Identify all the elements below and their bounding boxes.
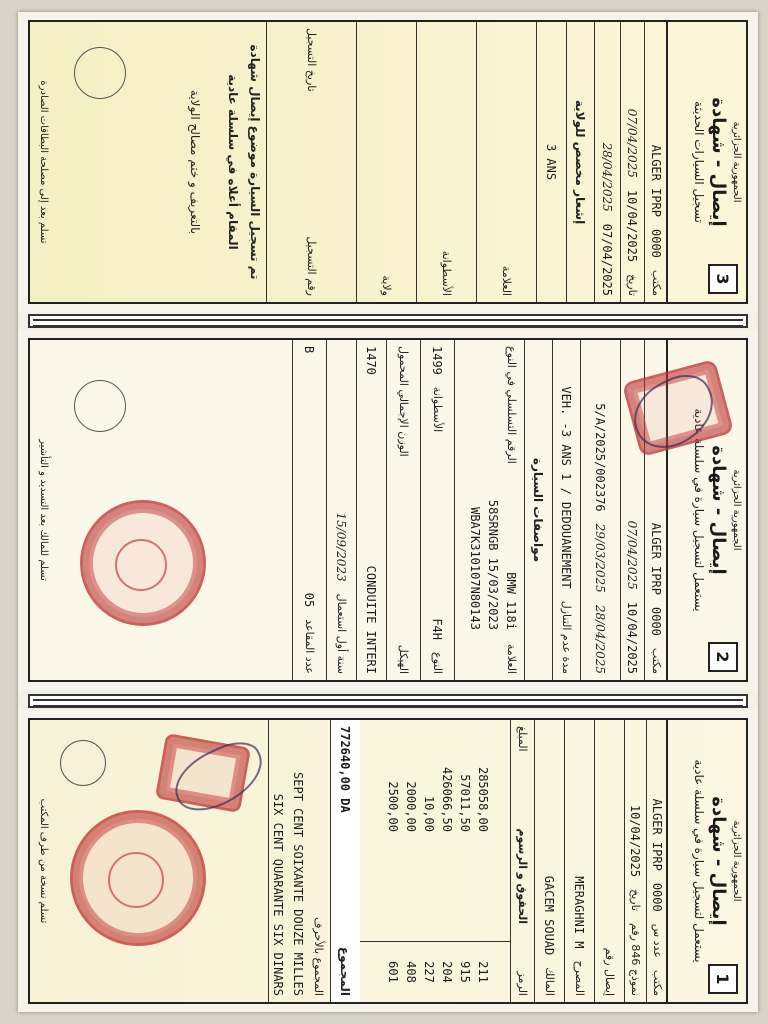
item-amount: 2500,00: [386, 781, 400, 832]
panel-page-1: [18, 710, 758, 1012]
make-values: [462, 492, 524, 638]
wilaya-row: [356, 22, 416, 302]
period-end: 29/03/2025: [593, 523, 608, 593]
item-code: 227: [422, 961, 436, 983]
item-code: 915: [458, 961, 472, 983]
total-words-label-row: [308, 720, 330, 1002]
line-3: بالتعريف و ختم مصالح الولاية: [188, 89, 202, 235]
office-label: مكتب: [650, 647, 663, 674]
seal-circle: [74, 380, 126, 432]
declarant-value: MERAGHNI M: [572, 876, 587, 949]
declarant-row: [564, 720, 594, 1002]
deadline-value: VEH. -3 ANS 1 / DEDOUANEMENT: [559, 386, 574, 589]
declaration-date: 07/04/2025: [625, 520, 640, 590]
receipt-no-label: إيصال رقم: [603, 947, 616, 996]
form-model-row: [624, 720, 646, 1002]
notice-text: إشعار مخصص للولاية: [573, 99, 588, 225]
form-page-3: [28, 20, 748, 304]
vehicle-title: مواصفات السيارة: [531, 457, 546, 563]
republic-label: الجمهورية الجزائرية: [731, 820, 742, 902]
receipt-date: 10/04/2025: [625, 601, 640, 674]
receipt-no-row: [594, 720, 624, 1002]
owner-value: GACEM SOUAD: [542, 875, 557, 956]
page-divider: [28, 314, 748, 328]
make-value: BMW 118i: [504, 572, 518, 630]
office-label: مكتب: [650, 269, 663, 296]
rights-heading-row: [510, 720, 534, 1002]
date-value-row: [594, 22, 620, 302]
republic-label: الجمهورية الجزائرية: [731, 469, 742, 551]
make-row: [476, 22, 536, 302]
registration-row: [266, 22, 356, 302]
office-name: ALGER IPRP: [650, 798, 665, 871]
period-row: [580, 340, 620, 680]
declarant-label: المصرح: [573, 960, 586, 996]
body-value: CONDUITE INTERI: [364, 565, 379, 674]
first-use-row: [326, 340, 356, 680]
date-value-2: 28/04/2025: [600, 142, 615, 212]
item-amount: 285058,00: [476, 766, 490, 832]
total-row: [330, 720, 360, 1002]
rights-heading: الحقوق و الرسوم: [516, 828, 529, 924]
owner-label: المالك: [543, 967, 556, 996]
form-header: [666, 22, 746, 302]
registration-label: رقم التسجيل: [305, 236, 318, 296]
type-label: النوع: [431, 652, 444, 674]
cylinder-label: الأسطوانة: [431, 386, 444, 433]
form-subtitle: يستعمل لتسجيل سيارة في سلسلة عادية: [692, 408, 706, 612]
footer-text: تسلم نسخة من طرف المكتب: [38, 798, 49, 924]
make-label: العلامة: [500, 265, 513, 296]
deadline-row: [552, 340, 580, 680]
reference-number: 5/A/2025/002376: [593, 403, 608, 512]
amount-label: المبلغ: [516, 726, 529, 752]
total-words-1: SEPT CENT SOIXANTE DOUZE MILLES: [291, 772, 305, 996]
weight-value: 1470: [364, 346, 379, 375]
duration-value: 3 ANS: [544, 143, 559, 181]
office-row: [646, 720, 668, 1002]
series-label: عدد س: [651, 923, 664, 958]
type-value: F4H: [430, 618, 445, 641]
official-stamp: [80, 500, 206, 626]
body-value-row: [356, 340, 386, 680]
item-amount: 426066,50: [440, 766, 454, 832]
form-title: إيصال - شهادة: [708, 97, 729, 227]
item-amount: 10,00: [422, 795, 436, 832]
type-row: [420, 340, 454, 680]
notice-row: [566, 22, 594, 302]
item-code: 408: [404, 961, 418, 983]
office-code: 0000: [649, 229, 664, 258]
first-use-value: 15/09/2023: [334, 512, 349, 582]
seal-circle: [74, 47, 126, 99]
registration-date-label: تاريخ التسجيل: [305, 28, 318, 92]
make-row: [454, 340, 524, 680]
footer-text: تسلم للمالك بعد التسديد و التأشير: [38, 439, 49, 581]
form-header: [666, 720, 746, 1002]
form-subtitle: تسجيل السيارات الحديثة: [692, 101, 706, 223]
date-row: [620, 22, 644, 302]
vehicle-title-row: [524, 340, 552, 680]
date-label: تاريخ: [629, 889, 642, 911]
seats-value: 05: [302, 592, 317, 608]
office-code: 0000: [650, 882, 665, 912]
code-label: الرمز: [516, 971, 529, 996]
total-value: 772640,00 DA: [338, 726, 353, 813]
make-label: العلامة: [505, 643, 518, 674]
first-use-label: سنة أول استعمال: [335, 593, 348, 674]
item-code: 211: [476, 961, 490, 983]
form-page-2: [28, 338, 748, 682]
total-words-label: المجموع بالأحرف: [312, 917, 326, 996]
body-label: الهيكل: [397, 644, 410, 674]
cylinder-label: الأسطوانة: [440, 250, 453, 296]
items-table: [359, 720, 510, 1002]
period-start: 28/04/2025: [593, 604, 608, 674]
body-row: [386, 340, 420, 680]
cylinder-row: [416, 22, 476, 302]
office-row: [644, 22, 668, 302]
seats-row: [292, 340, 326, 680]
total-words-row-2: [268, 720, 288, 1002]
date-label: تاريخ: [626, 274, 639, 296]
code-column: [360, 941, 510, 1002]
footer-text: تسلم بعد إلى مصلحة البطاقات الصادرة: [38, 80, 49, 244]
owner-row: [534, 720, 564, 1002]
line-1: تم تسجيل السيارة موضوع إيصال شهادة: [248, 44, 262, 280]
receipt-date: 10/04/2025: [628, 804, 643, 878]
item-amount: 2000,00: [404, 781, 418, 832]
document-sheet: [18, 12, 758, 1012]
form-page-1: [28, 718, 748, 1004]
page-number: 3: [708, 264, 738, 294]
total-label: المجموع: [338, 946, 353, 996]
serial-label: الرقم التسلسلي في النوع: [505, 346, 518, 464]
office-code: 0000: [649, 607, 664, 636]
cylinder-value: 1499: [430, 346, 445, 375]
item-code: 601: [386, 961, 400, 983]
total-words-row-1: [288, 720, 308, 1002]
item-code: 204: [440, 961, 454, 983]
receipt-date: 10/04/2025: [625, 189, 640, 263]
form-model-label: نموذج 846 رقم: [629, 923, 642, 996]
wilaya-label: ولاية: [380, 275, 393, 296]
weight-label: الوزن الإجمالي المحمول: [397, 346, 410, 457]
form-subtitle: يستعمل لتسجيل سيارة في سلسلة عادية: [692, 759, 706, 963]
panel-page-3: [18, 12, 758, 312]
deadline-label: مدة عدم التنازل: [560, 600, 573, 674]
seats-label: عدد المقاعد: [303, 619, 316, 674]
duration-row: [536, 22, 566, 302]
office-name: ALGER IPRP: [649, 522, 664, 595]
declaration-date: 07/04/2025: [625, 108, 640, 178]
official-stamp: [70, 810, 206, 946]
amount-column: [360, 720, 510, 840]
page-divider: [28, 694, 748, 708]
item-amount: 57011,50: [458, 774, 472, 832]
serial-value: 58SRNGB 15/03/2023: [486, 499, 500, 630]
office-label: مكتب: [651, 969, 664, 996]
date-value: 07/04/2025: [600, 223, 615, 296]
panel-page-2: [18, 330, 758, 690]
chassis-value: WBA7K310107N80143: [468, 507, 482, 630]
page-number: 2: [708, 642, 738, 672]
line-2: المقام أعلاه في سلسلة عادية: [226, 74, 240, 250]
form-title: إيصال - شهادة: [708, 445, 729, 575]
total-words-2: SIX CENT QUARANTE SIX DINARS: [271, 793, 286, 996]
form-title: إيصال - شهادة: [708, 796, 729, 926]
page-number: 1: [708, 964, 738, 994]
office-name: ALGER IPRP: [649, 144, 664, 217]
republic-label: الجمهورية الجزائرية: [731, 121, 742, 203]
fuel-code: B: [302, 346, 317, 354]
seal-circle: [60, 740, 106, 786]
